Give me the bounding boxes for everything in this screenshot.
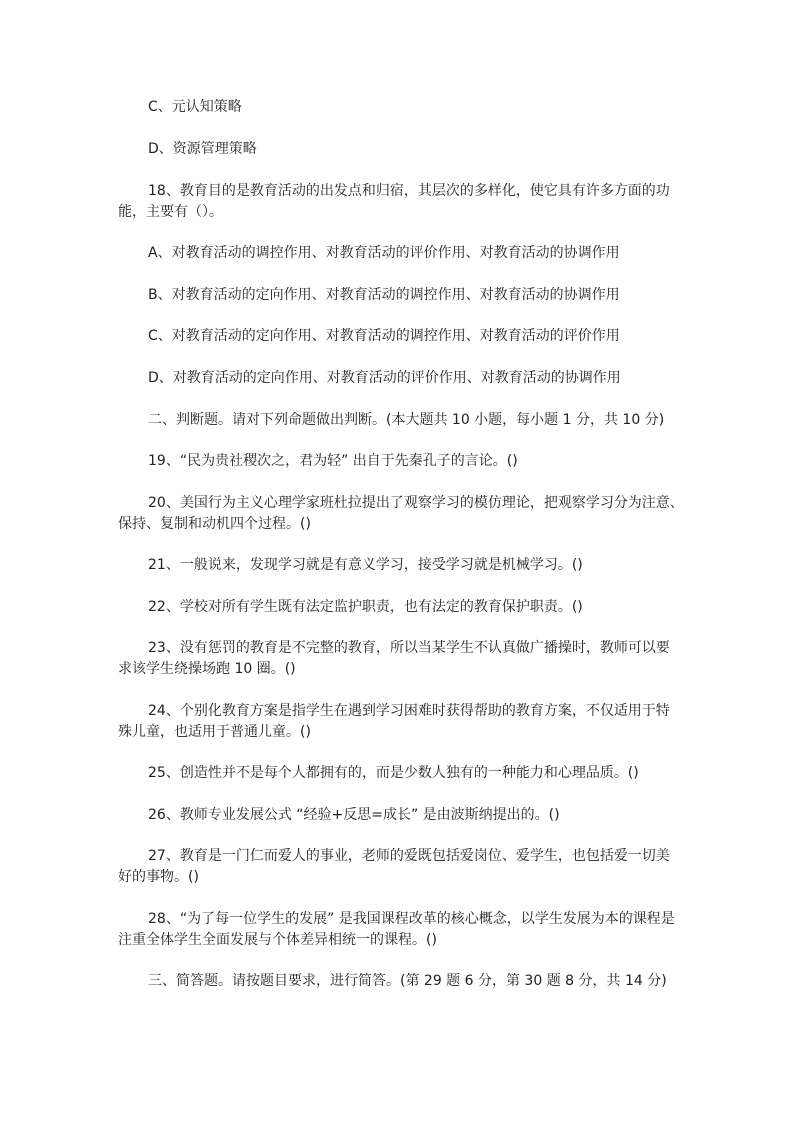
option-c-metacognition: C、元认知策略 bbox=[148, 99, 242, 115]
question-19: 19、“民为贵社稷次之，君为轻” 出自于先秦孔子的言论。() bbox=[148, 453, 518, 469]
question-22: 22、学校对所有学生既有法定监护职责，也有法定的教育保护职责。() bbox=[148, 599, 583, 615]
question-23-line-1: 23、没有惩罚的教育是不完整的教育，所以当某学生不认真做广播操时，教师可以要 bbox=[148, 640, 670, 656]
question-18-line-1: 18、教育目的是教育活动的出发点和归宿，其层次的多样化，使它具有许多方面的功 bbox=[148, 183, 670, 199]
question-20-line-2: 保持、复制和动机四个过程。() bbox=[118, 516, 311, 532]
question-24-line-2: 殊儿童，也适用于普通儿童。() bbox=[118, 724, 311, 740]
question-18-option-a: A、对教育活动的调控作用、对教育活动的评价作用、对教育活动的协调作用 bbox=[148, 245, 620, 261]
question-26: 26、教师专业发展公式 “经验+反思=成长” 是由波斯纳提出的。() bbox=[148, 807, 560, 823]
question-25: 25、创造性并不是每个人都拥有的，而是少数人独有的一种能力和心理品质。() bbox=[148, 765, 639, 781]
question-27-line-2: 好的事物。() bbox=[118, 869, 199, 885]
question-28-line-1: 28、“为了每一位学生的发展” 是我国课程改革的核心概念，以学生发展为本的课程是 bbox=[148, 911, 675, 927]
question-27-line-1: 27、教育是一门仁而爱人的事业，老师的爱既包括爱岗位、爱学生，也包括爱一切美 bbox=[148, 848, 670, 864]
question-18-option-b: B、对教育活动的定向作用、对教育活动的调控作用、对教育活动的协调作用 bbox=[148, 287, 620, 303]
question-18-line-2: 能，主要有（）。 bbox=[118, 204, 223, 220]
question-24-line-1: 24、个别化教育方案是指学生在遇到学习困难时获得帮助的教育方案，不仅适用于特 bbox=[148, 703, 670, 719]
section-heading-true-false: 二、判断题。请对下列命题做出判断。(本大题共 10 小题，每小题 1 分，共 10 分) bbox=[148, 412, 665, 428]
question-18-option-d: D、对教育活动的定向作用、对教育活动的评价作用、对教育活动的协调作用 bbox=[148, 370, 621, 386]
question-23-line-2: 求该学生绕操场跑 10 圈。() bbox=[118, 661, 296, 677]
question-18-option-c: C、对教育活动的定向作用、对教育活动的调控作用、对教育活动的评价作用 bbox=[148, 328, 620, 344]
option-d-resource-management: D、资源管理策略 bbox=[148, 141, 257, 157]
question-20-line-1: 20、美国行为主义心理学家班杜拉提出了观察学习的模仿理论，把观察学习分为注意、 bbox=[148, 495, 684, 511]
question-28-line-2: 注重全体学生全面发展与个体差异相统一的课程。() bbox=[118, 932, 437, 948]
section-heading-short-answer: 三、简答题。请按题目要求，进行简答。(第 29 题 6 分，第 30 题 8 分，共 14 分) bbox=[148, 973, 667, 989]
question-21: 21、一般说来，发现学习就是有意义学习，接受学习就是机械学习。() bbox=[148, 557, 583, 573]
